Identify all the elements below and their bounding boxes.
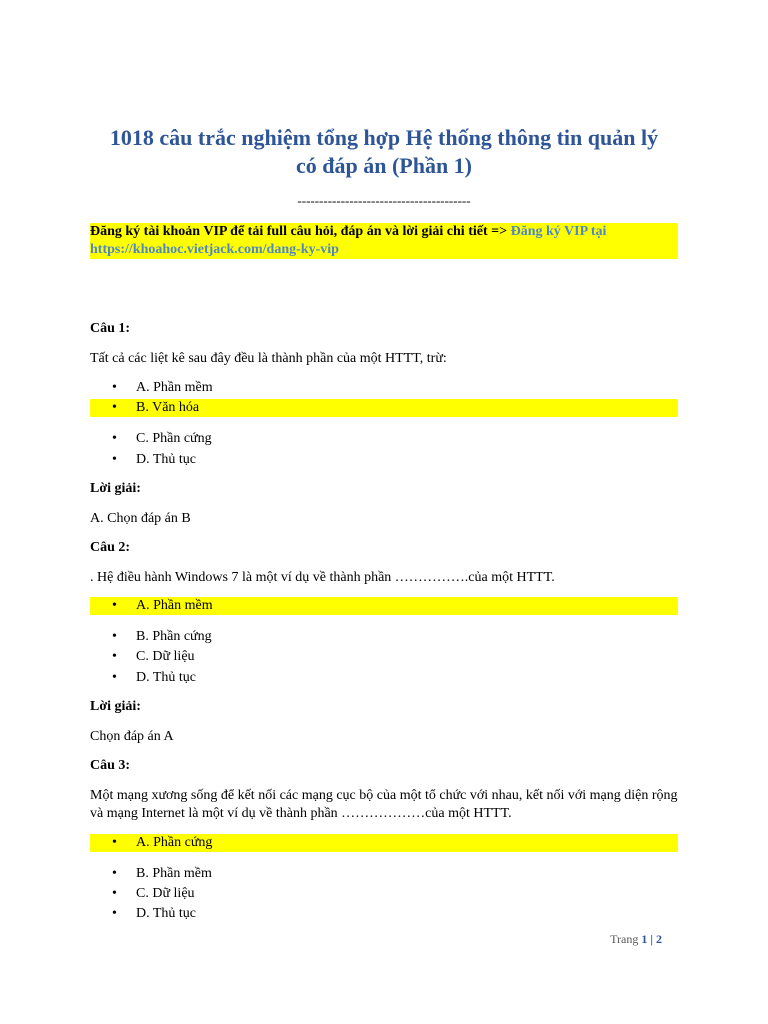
- bullet-icon: •: [112, 598, 117, 613]
- document-title: [90, 124, 678, 180]
- bullet-icon: •: [112, 452, 117, 467]
- bullet-icon: •: [112, 670, 117, 685]
- question-1-label: Câu 1:: [90, 321, 131, 336]
- bullet-icon: •: [112, 629, 117, 644]
- question-1-option-d: • D. Thủ tục: [112, 452, 197, 467]
- question-1-option-c: • C. Phần cứng: [112, 431, 212, 446]
- question-1-solution-label: Lời giải:: [90, 481, 141, 496]
- question-1-option-a: • A. Phần mềm: [112, 380, 213, 395]
- question-3-option-c: • C. Dữ liệu: [112, 886, 195, 901]
- question-3-option-d: • D. Thủ tục: [112, 906, 197, 921]
- question-3-text: Một mạng xương sống để kết nối các mạng cục bộ của một tổ chức với nhau, kết nối với mạng diện rộng và mạng Internet là một ví dụ về thành phần ………………của một HTTT.: [90, 788, 678, 821]
- bullet-icon: •: [112, 866, 117, 881]
- question-2-text: . Hệ điều hành Windows 7 là một ví dụ về thành phần …………….của một HTTT.: [90, 570, 555, 585]
- question-1-solution: A. Chọn đáp án B: [90, 511, 191, 526]
- vip-register-link[interactable]: Đăng ký VIP tại https://khoahoc.vietjack.com/dang-ky-vip: [90, 224, 607, 257]
- page-divider: |: [647, 932, 656, 946]
- bullet-icon: •: [112, 380, 117, 395]
- question-2-option-a: • A. Phần mềm: [90, 597, 678, 615]
- bullet-icon: •: [112, 431, 117, 446]
- bullet-icon: •: [112, 835, 117, 850]
- promo-text: Đăng ký tài khoản VIP để tải full câu hỏi, đáp án và lời giải chi tiết =>: [90, 224, 511, 239]
- question-1-text: Tất cả các liệt kê sau đây đều là thành phần của một HTTT, trừ:: [90, 351, 447, 366]
- vip-promo-banner: [90, 223, 678, 259]
- current-page-number: 1: [641, 932, 648, 946]
- bullet-icon: •: [112, 400, 117, 415]
- total-pages: 2: [656, 932, 662, 946]
- page-footer: [610, 931, 662, 947]
- question-2-solution: Chọn đáp án A: [90, 729, 174, 744]
- question-2-label: Câu 2:: [90, 540, 131, 555]
- title-line-2: có đáp án (Phần 1): [295, 153, 473, 178]
- page-word: Trang: [610, 932, 642, 946]
- question-3-label: Câu 3:: [90, 758, 131, 773]
- question-2-option-d: • D. Thủ tục: [112, 670, 197, 685]
- separator-line: ----------------------------------------: [297, 193, 471, 208]
- question-1-option-b: • B. Văn hóa: [90, 399, 678, 417]
- bullet-icon: •: [112, 649, 117, 664]
- title-line-1: 1018 câu trắc nghiệm tổng hợp Hệ thống thông tin quản lý: [109, 125, 659, 150]
- question-2-option-c: • C. Dữ liệu: [112, 649, 195, 664]
- question-2-solution-label: Lời giải:: [90, 699, 141, 714]
- question-3-option-a: • A. Phần cứng: [90, 834, 678, 852]
- bullet-icon: •: [112, 886, 117, 901]
- question-2-option-b: • B. Phần cứng: [112, 629, 212, 644]
- bullet-icon: •: [112, 906, 117, 921]
- question-3-option-b: • B. Phần mềm: [112, 866, 212, 881]
